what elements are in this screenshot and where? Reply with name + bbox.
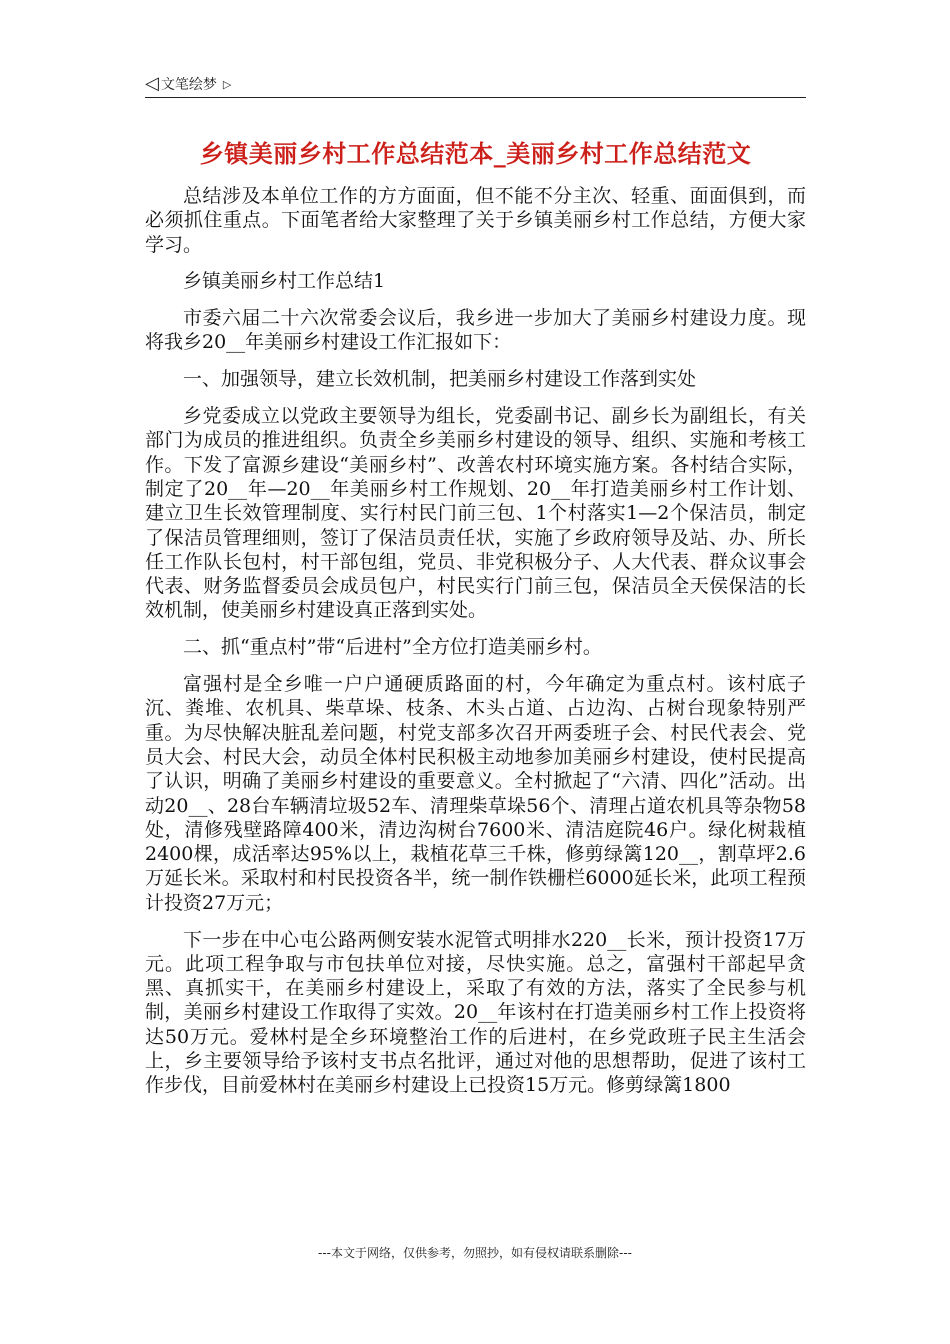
paragraph-intro: 总结涉及本单位工作的方方面面，但不能不分主次、轻重、面面俱到，而必须抓住重点。下面笔者给大家整理了关于乡镇美丽乡村工作总结，方便大家学习。 [145, 185, 806, 256]
header-brand [145, 74, 231, 94]
footer-disclaimer: ---本文于网络，仅供参考，勿照抄，如有侵权请联系删除--- [318, 1246, 632, 1260]
subheading-2: 二、抓“重点村”带“后进村”全方位打造美丽乡村。 [183, 636, 602, 659]
document-body [145, 184, 806, 1110]
document-title: 乡镇美丽乡村工作总结范本_美丽乡村工作总结范文 [199, 140, 752, 168]
paragraph: 市委六届二十六次常委会议后，我乡进一步加大了美丽乡村建设力度。现将我乡20__年美丽乡村建设工作汇报如下： [145, 307, 806, 354]
subheading-1: 一、加强领导，建立长效机制，把美丽乡村建设工作落到实处 [183, 368, 697, 391]
header-divider [145, 97, 806, 98]
paragraph: 乡党委成立以党政主要领导为组长，党委副书记、副乡长为副组长，有关部门为成员的推进组织。负责全乡美丽乡村建设的领导、组织、实施和考核工作。下发了富源乡建设“美丽乡村”、改善农村环境实施方案。各村结合实际，制定了20__年—20__年美丽乡村工作规划、20__年打造美丽乡村工作计划、建立卫生长效管理制度、实行村民门前三包、1个村落实1—2个保洁员，制定了保洁员管理细则，签订了保洁员责任状，实施了乡政府领导及站、办、所长任工作队长包村，村干部包组，党员、非党积极分子、人大代表、群众议事会代表、财务监督委员会成员包户，村民实行门前三包，保洁员全天侯保洁的长效机制，使美丽乡村建设真正落到实处。 [145, 405, 806, 622]
paragraph: 富强村是全乡唯一户户通硬质路面的村，今年确定为重点村。该村底子沉、粪堆、农机具、柴草垛、枝条、木头占道、占边沟、占树台现象特别严重。为尽快解决脏乱差问题，村党支部多次召开两委班子会、村民代表会、党员大会、村民大会，动员全体村民积极主动地参加美丽乡村建设，使村民提高了认识，明确了美丽乡村建设的重要意义。全村掀起了“六清、四化”活动。出动20__、28台车辆清垃圾52车、清理柴草垛56个、清理占道农机具等杂物58处，清修残壁路障400米，清边沟树台7600米、清洁庭院46户。绿化树栽植2400棵，成活率达95%以上，栽植花草三千株，修剪绿篱120__，割草坪2.6万延长米。采取村和村民投资各半，统一制作铁栅栏6000延长米，此项工程预计投资27万元； [145, 673, 806, 914]
paragraph: 下一步在中心屯公路两侧安装水泥管式明排水220__长米，预计投资17万元。此项工程争取与市包扶单位对接，尽快实施。总之，富强村干部起早贪黑、真抓实干，在美丽乡村建设上，采取了有效的方法，落实了全民参与机制，美丽乡村建设工作取得了实效。20__年该村在打造美丽乡村工作上投资将达50万元。爱林村是全乡环境整治工作的后进村，在乡党政班子民主生活会上，乡主要领导给予该村支书点名批评，通过对他的思想帮助，促进了该村工作步伐，目前爱林村在美丽乡村建设上已投资15万元。修剪绿篱1800 [145, 928, 806, 1097]
triangle-right-icon: ▷ [222, 77, 232, 91]
brand-name: 文笔绘梦 [160, 77, 217, 93]
section-heading-1: 乡镇美丽乡村工作总结1 [183, 270, 386, 293]
triangle-left-icon: ◁ [145, 73, 159, 94]
